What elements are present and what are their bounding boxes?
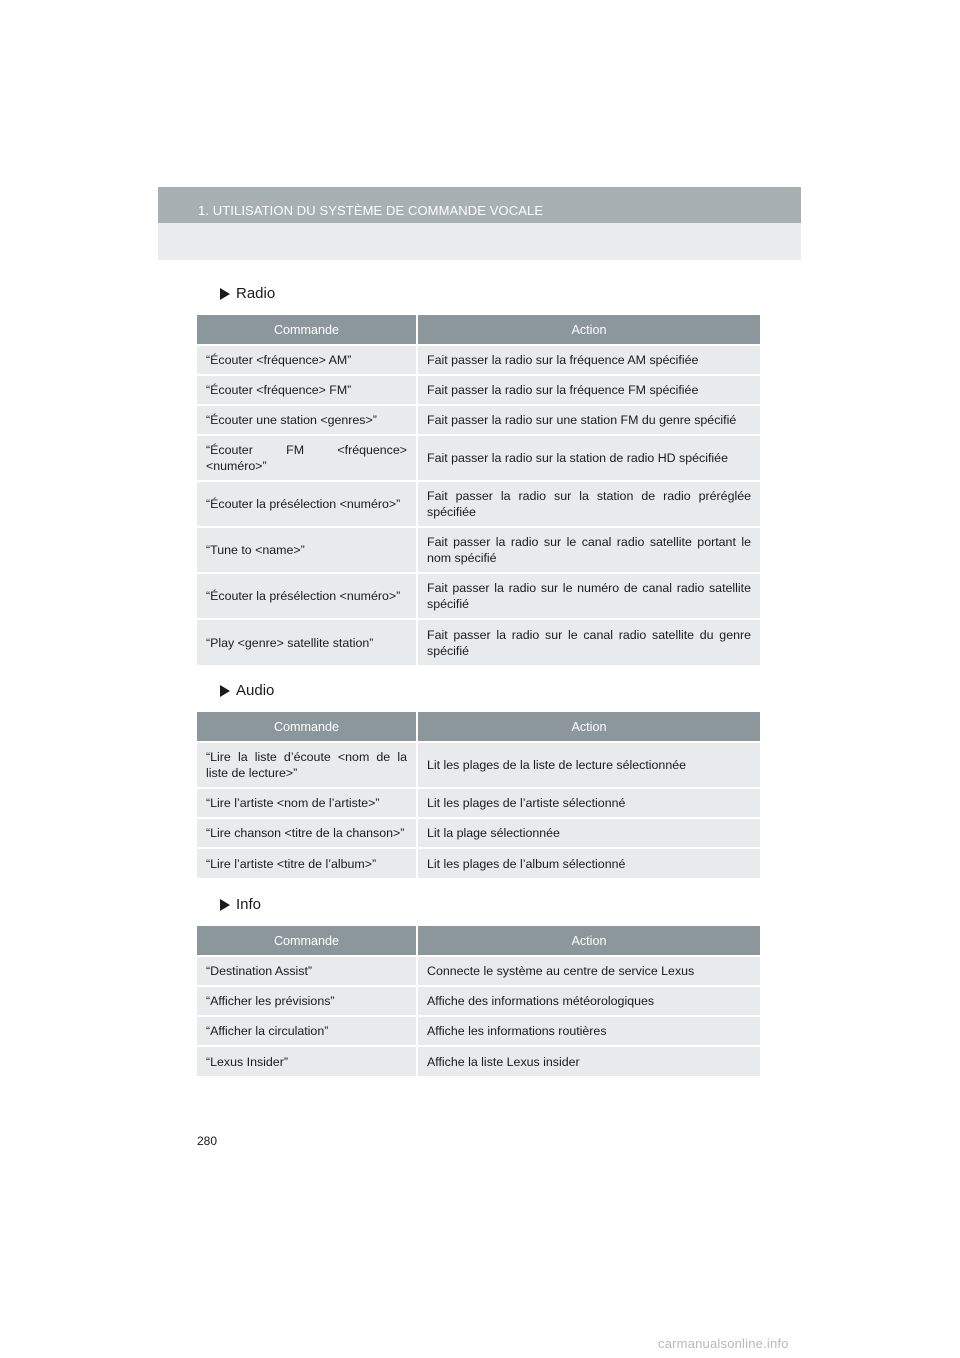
command-cell: “Destination Assist” (197, 956, 417, 986)
table-header-row (197, 926, 760, 956)
info-command-table (197, 926, 760, 1076)
table-row (197, 1046, 760, 1076)
table-row (197, 818, 760, 848)
command-cell: “Écouter la présélection <numéro>” (197, 573, 417, 619)
table-row (197, 986, 760, 1016)
column-header-command: Commande (197, 926, 417, 956)
command-cell: “Écouter FM <fréquence> <numéro>” (197, 435, 417, 481)
triangle-bullet-icon (220, 899, 230, 911)
table-row (197, 527, 760, 573)
table-row (197, 375, 760, 405)
section-heading-radio (220, 285, 275, 302)
command-cell: “Lire chanson <titre de la chanson>” (197, 818, 417, 848)
table-row (197, 848, 760, 878)
column-header-action: Action (417, 712, 760, 742)
action-cell: Fait passer la radio sur le canal radio satellite du genre spécifié (417, 619, 760, 665)
command-cell: “Play <genre> satellite station” (197, 619, 417, 665)
page-number: 280 (197, 1134, 218, 1148)
table-header-row (197, 712, 760, 742)
action-cell: Fait passer la radio sur la station de radio HD spécifiée (417, 435, 760, 481)
command-cell: “Tune to <name>” (197, 527, 417, 573)
table-row (197, 1016, 760, 1046)
table-row (197, 481, 760, 527)
action-cell: Lit la plage sélectionnée (417, 818, 760, 848)
table-row (197, 742, 760, 788)
watermark: carmanualsonline.info (658, 1336, 789, 1351)
action-cell: Lit les plages de la liste de lecture sélectionnée (417, 742, 760, 788)
column-header-action: Action (417, 315, 760, 345)
section-heading-audio (220, 682, 274, 699)
command-cell: “Afficher les prévisions” (197, 986, 417, 1016)
triangle-bullet-icon (220, 685, 230, 697)
column-header-action: Action (417, 926, 760, 956)
command-cell: “Lire la liste d’écoute <nom de la liste de lecture>” (197, 742, 417, 788)
section-heading-label: Info (236, 896, 262, 913)
column-header-command: Commande (197, 712, 417, 742)
table-row (197, 619, 760, 665)
action-cell: Affiche des informations météorologiques (417, 986, 760, 1016)
section-heading-info (220, 896, 261, 913)
action-cell: Lit les plages de l’artiste sélectionné (417, 788, 760, 818)
table-row (197, 573, 760, 619)
action-cell: Fait passer la radio sur la fréquence FM spécifiée (417, 375, 760, 405)
action-cell: Affiche les informations routières (417, 1016, 760, 1046)
command-cell: “Écouter <fréquence> AM” (197, 345, 417, 375)
chapter-header-bar (158, 187, 801, 223)
action-cell: Lit les plages de l’album sélectionné (417, 848, 760, 878)
command-cell: “Écouter une station <genres>” (197, 405, 417, 435)
table-row (197, 405, 760, 435)
table-row (197, 435, 760, 481)
table-row (197, 788, 760, 818)
command-cell: “Écouter la présélection <numéro>” (197, 481, 417, 527)
action-cell: Fait passer la radio sur la fréquence AM spécifiée (417, 345, 760, 375)
chapter-header (158, 187, 801, 260)
audio-command-table (197, 712, 760, 878)
command-cell: “Lire l’artiste <nom de l’artiste>” (197, 788, 417, 818)
command-cell: “Lexus Insider” (197, 1046, 417, 1076)
section-heading-label: Audio (236, 682, 275, 699)
table-header-row (197, 315, 760, 345)
command-cell: “Écouter <fréquence> FM” (197, 375, 417, 405)
action-cell: Fait passer la radio sur le numéro de canal radio satellite spécifié (417, 573, 760, 619)
command-cell: “Afficher la circulation” (197, 1016, 417, 1046)
action-cell: Affiche la liste Lexus insider (417, 1046, 760, 1076)
action-cell: Fait passer la radio sur le canal radio satellite portant le nom spécifié (417, 527, 760, 573)
table-row (197, 956, 760, 986)
action-cell: Fait passer la radio sur une station FM du genre spécifié (417, 405, 760, 435)
radio-command-table (197, 315, 760, 665)
action-cell: Fait passer la radio sur la station de radio préréglée spécifiée (417, 481, 760, 527)
section-heading-label: Radio (236, 285, 276, 302)
command-cell: “Lire l’artiste <titre de l’album>” (197, 848, 417, 878)
chapter-title: 1. UTILISATION DU SYSTÈME DE COMMANDE VOCALE (198, 203, 544, 218)
table-row (197, 345, 760, 375)
triangle-bullet-icon (220, 288, 230, 300)
action-cell: Connecte le système au centre de service Lexus (417, 956, 760, 986)
column-header-command: Commande (197, 315, 417, 345)
